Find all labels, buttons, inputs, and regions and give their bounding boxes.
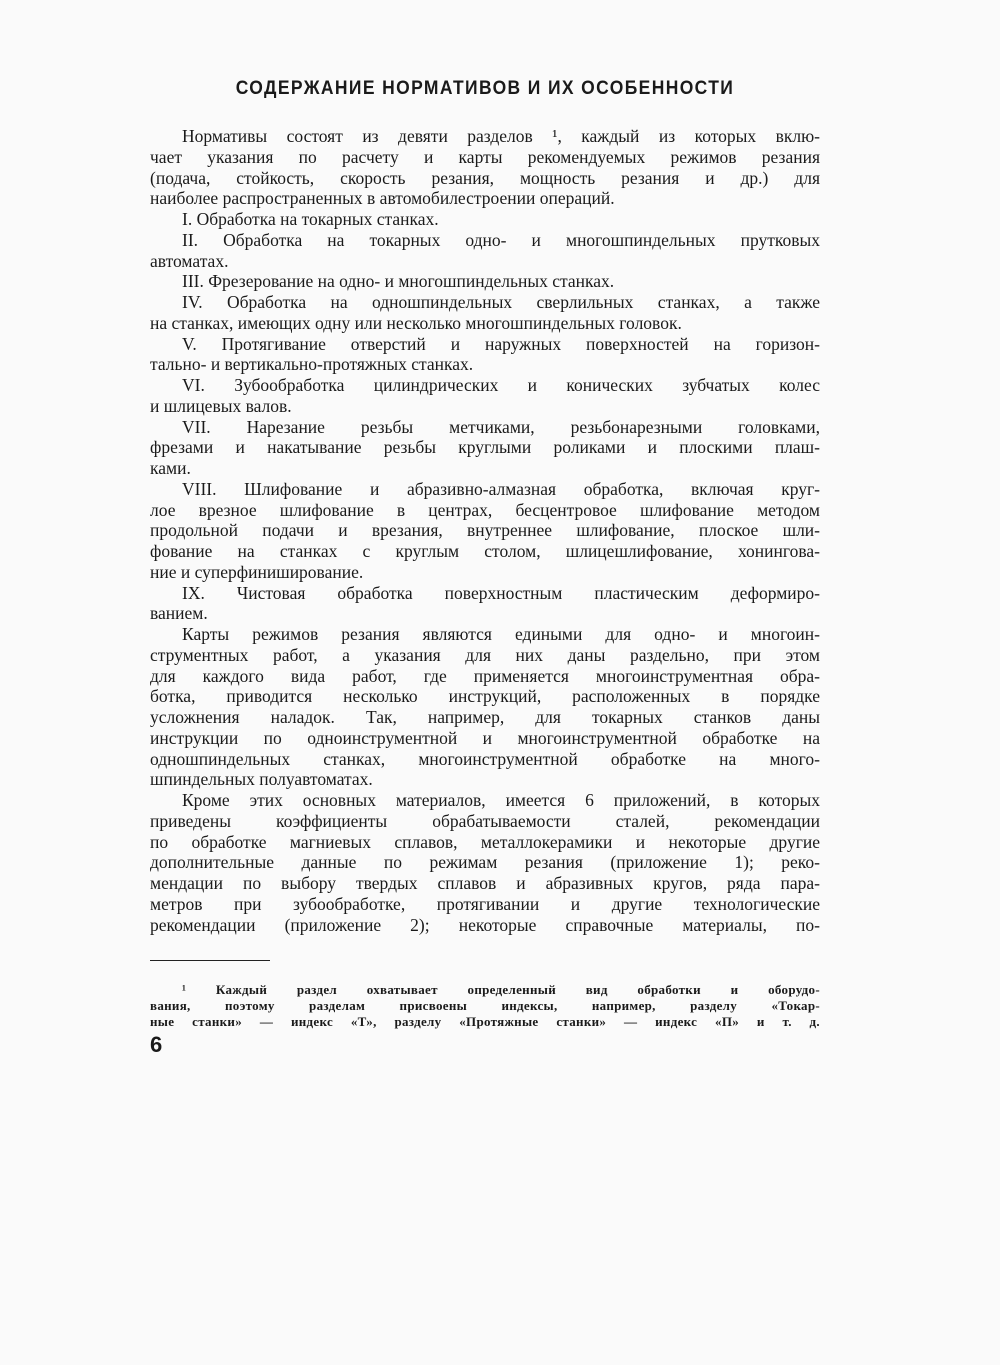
text-line: (подача, стойкость, скорость резания, мощность резания и др.) для (150, 167, 820, 188)
text-line: приведены коэффициенты обрабатываемости сталей, рекомендации (150, 810, 820, 831)
text-line: VIII. Шлифование и абразивно-алмазная обработка, включая круг- (182, 478, 820, 499)
text-line: VI. Зубообработка цилиндрических и конических зубчатых колес (182, 375, 820, 395)
text-line: VII. Нарезание резьбы метчиками, резьбонарезными головками, (182, 416, 820, 437)
text-line: по обработке магниевых сплавов, металлокерамики и некоторые другие (150, 831, 820, 852)
text-line: III. Фрезерование на одно- и многошпиндельных станках. (182, 271, 615, 292)
text-line: наиболее распространенных в автомобилестроении операций. (150, 188, 615, 209)
text-line: ботка, приводится несколько инструкций, расположенных в порядке (150, 686, 820, 707)
text-line: рекомендации (приложение 2); некоторые справочные материалы, по- (150, 914, 820, 935)
text-line: продольной подачи и врезания, внутреннее шлифование, плоское шли- (150, 520, 820, 541)
page-number: 6 (150, 1032, 163, 1057)
text-line: IV. Обработка на одношпиндельных сверлильных станках, а также (182, 292, 820, 312)
text-line: ками. (150, 458, 191, 478)
text-line: лое врезное шлифование в центрах, бесцентровое шлифование методом (150, 499, 820, 520)
text-line: Карты режимов резания являются едиными для одно- и многоин- (182, 624, 820, 644)
text-line: I. Обработка на токарных станках. (182, 209, 439, 229)
text-line: V. Протягивание отверстий и наружных поверхностей на горизон- (182, 333, 820, 354)
page-title: СОДЕРЖАНИЕ НОРМАТИВОВ И ИХ ОСОБЕННОСТИ (235, 78, 735, 99)
text-line: одношпиндельных станках, многоинструментной обработке на много- (150, 748, 820, 769)
footnote-line: ¹ Каждый раздел охватывает определенный вид обработки и оборудо- (182, 982, 820, 997)
text-line: для каждого вида работ, где применяется многоинструментная обра- (150, 665, 820, 686)
footnote-divider (150, 960, 270, 961)
text-line: фрезами и накатывание резьбы круглыми роликами и плоскими плаш- (150, 437, 820, 458)
text-line: II. Обработка на токарных одно- и многошпиндельных прутковых (182, 229, 820, 250)
footnote-line: вания, поэтому разделам присвоены индексы, например, разделу «Токар- (150, 998, 820, 1013)
text-line: на станках, имеющих одну или несколько многошпиндельных головок. (150, 312, 682, 333)
footnote-line: ные станки» — индекс «Т», разделу «Протяжные станки» — индекс «П» и т. д. (150, 1014, 820, 1029)
text-line: автоматах. (150, 250, 229, 271)
text-line: ванием. (150, 603, 208, 624)
text-line: усложнения наладок. Так, например, для токарных станков даны (150, 707, 820, 727)
text-line: чает указания по расчету и карты рекомендуемых режимов резания (150, 146, 820, 167)
text-line: Кроме этих основных материалов, имеется 6 приложений, в которых (182, 790, 820, 810)
text-line: метров при зубообработке, протягивании и другие технологические (150, 893, 820, 914)
text-line: шпиндельных полуавтоматах. (150, 769, 373, 790)
text-line: фование на станках с круглым столом, шлицешлифование, хонингова- (150, 541, 820, 561)
text-line: Нормативы состоят из девяти разделов ¹, каждый из которых вклю- (182, 126, 820, 146)
text-line: дополнительные данные по режимам резания (приложение 1); реко- (150, 852, 820, 873)
text-line: струментных работ, а указания для них даны раздельно, при этом (150, 644, 820, 665)
body-text (150, 126, 820, 935)
text-line: инструкции по одноинструментной и многоинструментной обработке на (150, 727, 820, 748)
text-line: ние и суперфиниширование. (150, 561, 364, 582)
text-line: мендации по выбору твердых сплавов и абразивных кругов, ряда пара- (150, 873, 820, 893)
text-line: IX. Чистовая обработка поверхностным пластическим деформиро- (182, 582, 820, 603)
footnote (150, 982, 820, 1030)
text-line: тально- и вертикально-протяжных станках. (150, 354, 474, 375)
text-line: и шлицевых валов. (150, 395, 292, 416)
